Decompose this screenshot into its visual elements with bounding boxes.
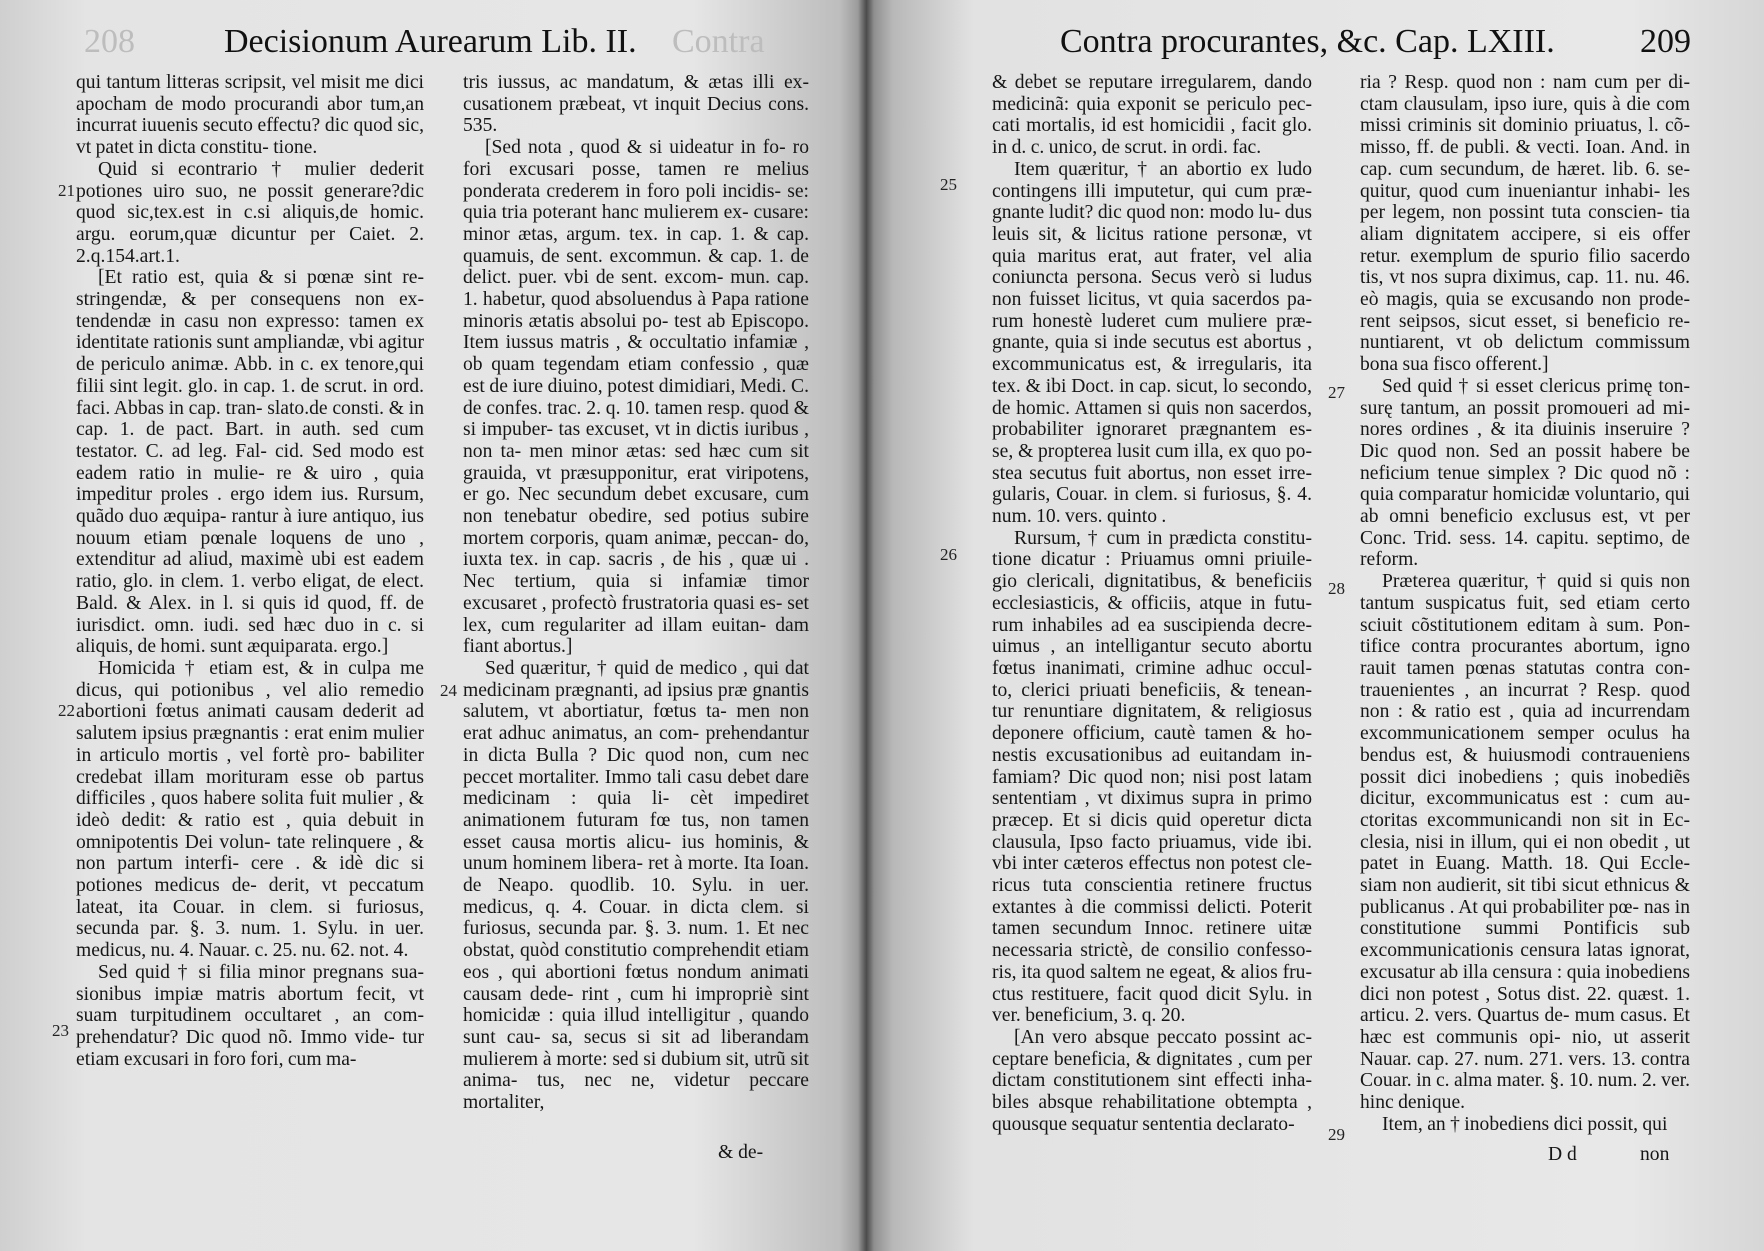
- book-gutter: [858, 0, 874, 1251]
- left-column-2: [463, 72, 809, 1114]
- marginal-number: 22: [58, 701, 75, 720]
- right-column-1: [992, 72, 1312, 1135]
- marginal-number: 27: [1328, 383, 1345, 402]
- marginal-number: 24: [440, 681, 457, 700]
- left-running-header: Decisionum Aurearum Lib. II.: [224, 23, 637, 60]
- right-column-2: [1360, 72, 1690, 1135]
- paragraph: Item quæritur, † an abortio ex ludo contingens illi imputetur, qui cum præ- gnante ludit? dic quod non: modo lu- dus leuis sit, & licitus ratione personæ, vt quia maritus erat, aut frater, vel alia coniuncta persona. Secus verò si ludus non fuisset licitus, vt quia sacerdos pa- rum honestè luderet cum muliere præ- gnante, quia si inde secutus est abortus , excommunicatus est, & irregularis, ita tex. & ibi Doct. in cap. sicut, lo secondo, de homic. Attamen si quis non sacerdos, probabiliter ignoraret prægnantem es- se, & propterea lusit cum illa, ex quo po- stea secutus fuit abortus, non esset irre- gularis, Couar. in clem. si furiosus, §. 4. num. 10. vers. quinto .: [992, 158, 1312, 528]
- paragraph: ria ? Resp. quod non : nam cum per di- ctam clausulam, ipso iure, quis à die com missi criminis sit dominio priuatus, l. cõ- misso, ff. de publi. & vecti. Ioan. And. in cap. cum secundum, de hæret. lib. 6. se- quitur, quod cum inueniantur inhabi- les per legem, non possint tuta conscien- tia aliam dignitatem accipere, si eis offer retur. exemplum de spurio filio sacerdo tis, vt nos supra diximus, cap. 11. nu. 46. eò magis, quia se excusando non prode- rent seipsos, sicut esset, si beneficio re- nuntiarent, vt ob delictum commissum bona sua fisco offerent.]: [1360, 72, 1690, 376]
- paragraph: & debet se reputare irregularem, dando medicinã: quia exponit se periculo pec- cati mortalis, id est homicidii , facit glo. in d. c. unico, de scrut. in ordi. fac.: [992, 72, 1312, 159]
- paragraph: Sed quid † si esset clericus primę ton- surę tantum, an possit promoueri ad mi- nores ordines , & ita diuinis inseruire ? Dic quod non. Sed an possit habere be neficium tenue simplex ? Dic quod nõ : quia comparatur homicidæ voluntario, qui ab omni beneficio exclusus est, vt per Conc. Trid. sess. 14. capitu. septimo, de reform.: [1360, 375, 1690, 571]
- paragraph: [Sed nota , quod & si uideatur in fo- ro fori excusari posse, tamen re melius ponderata crederem in foro poli incidis- se: quia tria poterant hanc mulierem ex- cusare: minor ætas, argum. tex. in cap. 1. & cap. quamuis, de sent. excommun. & cap. 1. de delict. puer. vbi de sent. excom- mun. cap. 1. habetur, quod absoluendus à Papa ratione minoris ætatis absolui po- test ab Episcopo. Item iussus matris , & occultatio infamiæ , ob quam tegendam etiam confessio , quæ est de iure diuino, potest dimidiari, Medi. C. de confes. trac. 2. q. 10. tamen resp. quod & si impuber- tas excuset, vt in dictis iuribus , non ta- men minor ætas: sed hæc cum sit grauida, vt præsupponitur, erat viripotens, er go. Nec secundum debet excusare, cum non tenebatur obedire, sed potius subire mortem corporis, quam animæ, peccan- do, iuxta tex. in cap. sacris , de his , quæ ui . Nec tertium, quia si infamiæ timor excusaret , profectò frustratoria quasi es- set lex, cum regulariter ad illam euitan- dam fiant abortus.]: [463, 137, 809, 658]
- marginal-number: 28: [1328, 579, 1345, 598]
- paragraph: Sed quid † si filia minor pregnans sua- sionibus impiæ matris abortum fecit, vt suam turpitudinem occultaret , an com- prehendatur? Dic quod nõ. Immo vide- tur etiam excusari in foro fori, cum ma-: [76, 961, 424, 1070]
- paragraph: qui tantum litteras scripsit, vel misit me dici apocham de modo procurandi abor tum,an incurrat iuuenis secuto effectu? dic quod sic, vt patet in dicta constitu- tione.: [76, 72, 424, 159]
- paragraph: Sed quæritur, † quid de medico , qui dat medicinam prægnanti, ad ipsius præ gnantis salutem, vt abortiatur, fœtus ta- men non erat adhuc animatus, an com- prehendantur in dicta Bulla ? Dic quod non, cum nec peccet mortaliter. Immo tali casu debet dare medicinam : quia li- cèt impediret animationem futuram fœ tus, non tamen esset causa mortis alicu- ius hominis, & unum hominem libera- ret à morte. Ita Ioan. de Neapo. quodlib. 10. Sylu. in uer. medicus, q. 4. Couar. in dicta clem. si furiosus, secunda par. §. 3. num. 1. Et nec obstat, quòd constitutio comprehendit etiam eos , qui abortioni fœtus nondum animati causam dede- rint , cum hi impropriè sint homicidæ : quia illud intelligitur , quando sunt cau- sa, secus si sit ad liberandam mulierem à morte: sed si dubium sit, utrũ sit anima- tus, nec ne, videtur peccare mortaliter,: [463, 657, 809, 1114]
- left-folio-ghost: 208: [84, 23, 135, 60]
- paragraph: Item, an † inobediens dici possit, qui: [1382, 1113, 1668, 1135]
- paragraph: tris iussus, ac mandatum, & ætas illi ex- cusationem præbeat, vt inquit Decius cons. 535.: [463, 72, 809, 137]
- right-folio: 209: [1640, 23, 1691, 60]
- catchword: & de-: [718, 1142, 764, 1163]
- signature-mark: D d: [1548, 1144, 1577, 1165]
- right-running-header: Contra procurantes, &c. Cap. LXIII.: [1060, 23, 1555, 60]
- marginal-number: 25: [940, 175, 957, 194]
- left-header-bleed: Contra: [672, 23, 765, 60]
- paragraph: Rursum, † cum in prædicta constitu- tione dicatur : Priuamus omni priuile- gio clericali, dignitatibus, & beneficiis ecclesiasticis, & officiis, atque in futu- rum inhabiles ad ea suscipienda decre- uimus , an intelligantur secuto abortu fœtus inanimati, crimine adhuc occul- to, clerici priuati beneficiis, & tenean- tur renuntiare dignitatem, & religiosus deponere officium, cautè tamen & ho- nestis excusationibus ad euitandam in- famiam? Dic quod non; nisi post latam sententiam , vt diximus supra in primo præcep. Et si dicis quid operetur dicta clausula, Ipso facto priuamus, vide ibi. vbi inter cæteros effectus non potest cle- ricus tuta conscientia retinere fructus extantes à die commissi delicti. Poterit tamen secundum Innoc. retinere uitæ necessaria strictè, de consilio confesso- ris, ita quod saltem ne egeat, & alios fru- ctus restituere, facit quod dicit Sylu. in ver. beneficium, 3. q. 20.: [992, 527, 1312, 1027]
- paragraph: Præterea quæritur, † quid si quis non tantum suspicatus fuit, sed etiam certo sciuit cõstitutionem editam à sum. Pon- tifice contra procurantes abortum, igno rauit tamen pœnas statutas contra con- trauenientes , an incurrat ? Resp. quod non : & ratio est , quia ad incurrendam excommunicationem semper oculus ha bendus est, & huiusmodi contraueniens possit dici inobediens ; quis inobediẽs dicitur, excommunicatus est : cum au- ctoritas excommunicandi non sit in Ec- clesia, nisi in illum, qui ei non obedit , ut patet in Euang. Matth. 18. Qui Eccle- siam non audierit, sit tibi sicut ethnicus & publicanus . At qui probabiliter pœ- nas in constitutione summi Pontificis sub excommunicationis censura latas ignorat, excusatur ab illa censura : quia inobediens dici non potest , Sotus dist. 22. quæst. 1. articu. 2. vers. Quartus de- mum casus. Et hæc est communis opi- nio, ut asserit Nauar. cap. 27. num. 271. vers. 13. contra Couar. in c. alma mater. §. 10. num. 2. ver. hinc denique.: [1360, 571, 1690, 1114]
- marginal-number: 23: [52, 1021, 69, 1040]
- paragraph: Homicida † etiam est, & in culpa me dicus, qui potionibus , vel alio remedio abortioni fœtus animati causam dederit ad salutem ipsius prægnantis : erat enim mulier in articulo mortis , vel fortè pro- babiliter credebat illam morituram esse ob partus difficiles , quos habere solita fuit mulier , & ideò dedit: & ratio est , quia debuit in omnipotentis Dei volun- tate relinquere , & non partum interfi- cere . & idè dic si potiones medicus de- derit, vt peccatum lateat, ita Couar. in clem. si furiosus, secunda par. §. 3. num. 1. Sylu. in uer. medicus, nu. 4. Nauar. c. 25. nu. 62. not. 4.: [76, 657, 424, 962]
- catchword: non: [1640, 1144, 1670, 1165]
- marginal-number: 26: [940, 545, 957, 564]
- left-page: [0, 0, 866, 1251]
- paragraph: Quid si econtrario † mulier dederit potiones uiro suo, ne possit generare?dic quod sic,tex.est in c.si aliquis,de homic. argu. eorum,quæ dicuntur per Caiet. 2. 2.q.154.art.1.: [76, 158, 424, 267]
- marginal-number: 29: [1328, 1125, 1345, 1144]
- left-column-1: [76, 72, 424, 1070]
- marginal-number: 21: [58, 181, 75, 200]
- paragraph: [An vero absque peccato possint ac- ceptare beneficia, & dignitates , cum per dictam constitutionem sint effecti inha- biles absque rehabilitatione obtempta , quousque sequatur sententia declarato-: [992, 1026, 1312, 1135]
- paragraph: [Et ratio est, quia & si pœnæ sint re- stringendæ, & per consequens non ex- tendendæ in casu non expresso: tamen ex identitate rationis sunt ampliandæ, vbi agitur de periculo animæ. Abb. in c. ex tenore,qui filii sint legit. glo. in cap. 1. de scrut. in ord. faci. Abbas in cap. tran- slato.de consti. & in cap. 1. de pact. Bart. in auth. sed cum testator. C. ad leg. Fal- cid. Sed modo est eadem ratio in mulie- re & uiro , quia impeditur proles . ergo idem ius. Rursum, quãdo duo æquipa- rantur à iure antiquo, ius nouum etiam pœnale loquens de uno , extenditur ad aliud, maximè ubi est eadem ratio, glo. in clem. 1. verbo eligat, de elect. Bald. & Alex. in l. si quis id quod, ff. de iurisdict. omn. iudi. sed hæc duo in c. si aliquis, de homi. sunt æquiparata. ergo.]: [76, 267, 424, 658]
